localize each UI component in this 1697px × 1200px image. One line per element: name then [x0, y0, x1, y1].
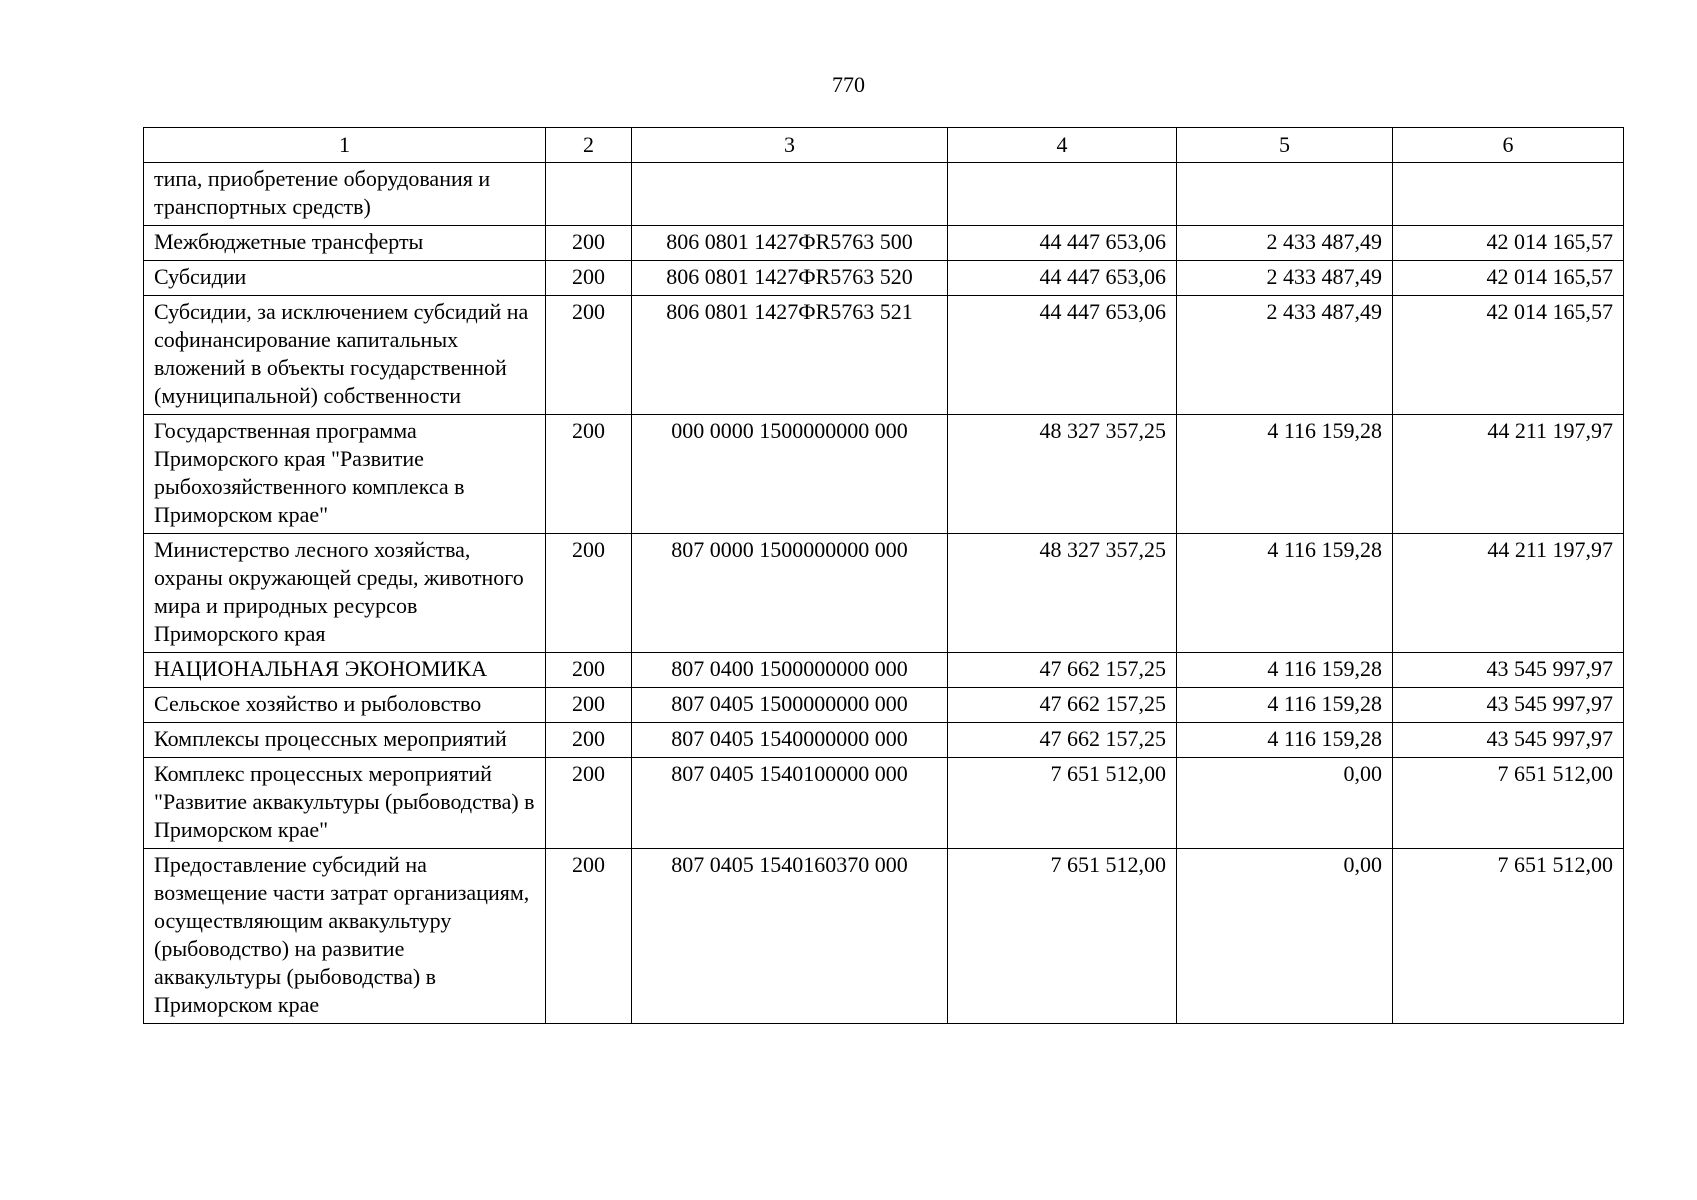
row-col4: 48 327 357,25 [948, 415, 1177, 534]
row-col4: 44 447 653,06 [948, 226, 1177, 261]
row-col4: 44 447 653,06 [948, 296, 1177, 415]
row-col5: 4 116 159,28 [1177, 415, 1393, 534]
row-classification: 807 0405 1540100000 000 [632, 758, 948, 849]
row-col6: 44 211 197,97 [1393, 415, 1624, 534]
header-col-1: 1 [144, 128, 546, 163]
table-row [144, 653, 1624, 688]
row-col5: 4 116 159,28 [1177, 723, 1393, 758]
row-col5: 0,00 [1177, 758, 1393, 849]
row-name: Комплекс процессных мероприятий "Развитие аквакультуры (рыбоводства) в Приморском крае" [144, 758, 546, 849]
row-code: 200 [546, 849, 632, 1024]
table-row [144, 688, 1624, 723]
row-code: 200 [546, 296, 632, 415]
table-row [144, 415, 1624, 534]
header-row [144, 128, 1624, 163]
table-row [144, 723, 1624, 758]
row-col4: 48 327 357,25 [948, 534, 1177, 653]
row-col4: 7 651 512,00 [948, 849, 1177, 1024]
row-col6: 42 014 165,57 [1393, 261, 1624, 296]
row-col6: 7 651 512,00 [1393, 758, 1624, 849]
row-col6: 7 651 512,00 [1393, 849, 1624, 1024]
row-name: Предоставление субсидий на возмещение части затрат организациям, осуществляющим аквакультуру (рыбоводство) на развитие аквакультуры (рыбоводства) в Приморском крае [144, 849, 546, 1024]
row-classification: 807 0405 1540160370 000 [632, 849, 948, 1024]
row-col6: 43 545 997,97 [1393, 688, 1624, 723]
row-code: 200 [546, 261, 632, 296]
row-col5: 2 433 487,49 [1177, 296, 1393, 415]
row-col4 [948, 163, 1177, 226]
row-classification: 806 0801 1427ФR5763 521 [632, 296, 948, 415]
table-row [144, 296, 1624, 415]
row-name: Сельское хозяйство и рыболовство [144, 688, 546, 723]
row-name: Межбюджетные трансферты [144, 226, 546, 261]
table-header [144, 128, 1624, 163]
row-classification: 806 0801 1427ФR5763 520 [632, 261, 948, 296]
row-col6: 42 014 165,57 [1393, 296, 1624, 415]
row-code: 200 [546, 723, 632, 758]
row-classification: 807 0405 1540000000 000 [632, 723, 948, 758]
row-code: 200 [546, 534, 632, 653]
row-code: 200 [546, 226, 632, 261]
row-name: Министерство лесного хозяйства, охраны окружающей среды, животного мира и природных ресурсов Приморского края [144, 534, 546, 653]
table-row [144, 163, 1624, 226]
row-code [546, 163, 632, 226]
row-name: Комплексы процессных мероприятий [144, 723, 546, 758]
row-col5: 0,00 [1177, 849, 1393, 1024]
table-row [144, 758, 1624, 849]
row-name: Субсидии [144, 261, 546, 296]
header-col-4: 4 [948, 128, 1177, 163]
row-classification: 806 0801 1427ФR5763 500 [632, 226, 948, 261]
row-code: 200 [546, 653, 632, 688]
row-name: типа, приобретение оборудования и транспортных средств) [144, 163, 546, 226]
table-row [144, 534, 1624, 653]
row-classification: 000 0000 1500000000 000 [632, 415, 948, 534]
row-col5: 4 116 159,28 [1177, 653, 1393, 688]
row-col4: 7 651 512,00 [948, 758, 1177, 849]
header-col-2: 2 [546, 128, 632, 163]
row-col4: 47 662 157,25 [948, 688, 1177, 723]
row-name: Государственная программа Приморского края "Развитие рыбохозяйственного комплекса в Приморском крае" [144, 415, 546, 534]
row-code: 200 [546, 688, 632, 723]
row-col5: 2 433 487,49 [1177, 226, 1393, 261]
row-name: Субсидии, за исключением субсидий на софинансирование капитальных вложений в объекты государственной (муниципальной) собственности [144, 296, 546, 415]
table-row [144, 226, 1624, 261]
row-code: 200 [546, 758, 632, 849]
row-col6: 42 014 165,57 [1393, 226, 1624, 261]
row-col4: 47 662 157,25 [948, 653, 1177, 688]
row-classification: 807 0400 1500000000 000 [632, 653, 948, 688]
header-col-3: 3 [632, 128, 948, 163]
row-classification [632, 163, 948, 226]
row-col5 [1177, 163, 1393, 226]
header-col-5: 5 [1177, 128, 1393, 163]
row-col6: 43 545 997,97 [1393, 723, 1624, 758]
header-col-6: 6 [1393, 128, 1624, 163]
row-col6: 44 211 197,97 [1393, 534, 1624, 653]
page-number: 770 [832, 72, 865, 97]
row-col4: 47 662 157,25 [948, 723, 1177, 758]
row-col5: 4 116 159,28 [1177, 534, 1393, 653]
row-col5: 2 433 487,49 [1177, 261, 1393, 296]
row-col5: 4 116 159,28 [1177, 688, 1393, 723]
row-col6 [1393, 163, 1624, 226]
row-col6: 43 545 997,97 [1393, 653, 1624, 688]
table-row [144, 261, 1624, 296]
table-body [144, 163, 1624, 1024]
row-classification: 807 0405 1500000000 000 [632, 688, 948, 723]
row-code: 200 [546, 415, 632, 534]
table-row [144, 849, 1624, 1024]
row-name: НАЦИОНАЛЬНАЯ ЭКОНОМИКА [144, 653, 546, 688]
budget-table [143, 127, 1624, 1024]
row-classification: 807 0000 1500000000 000 [632, 534, 948, 653]
row-col4: 44 447 653,06 [948, 261, 1177, 296]
